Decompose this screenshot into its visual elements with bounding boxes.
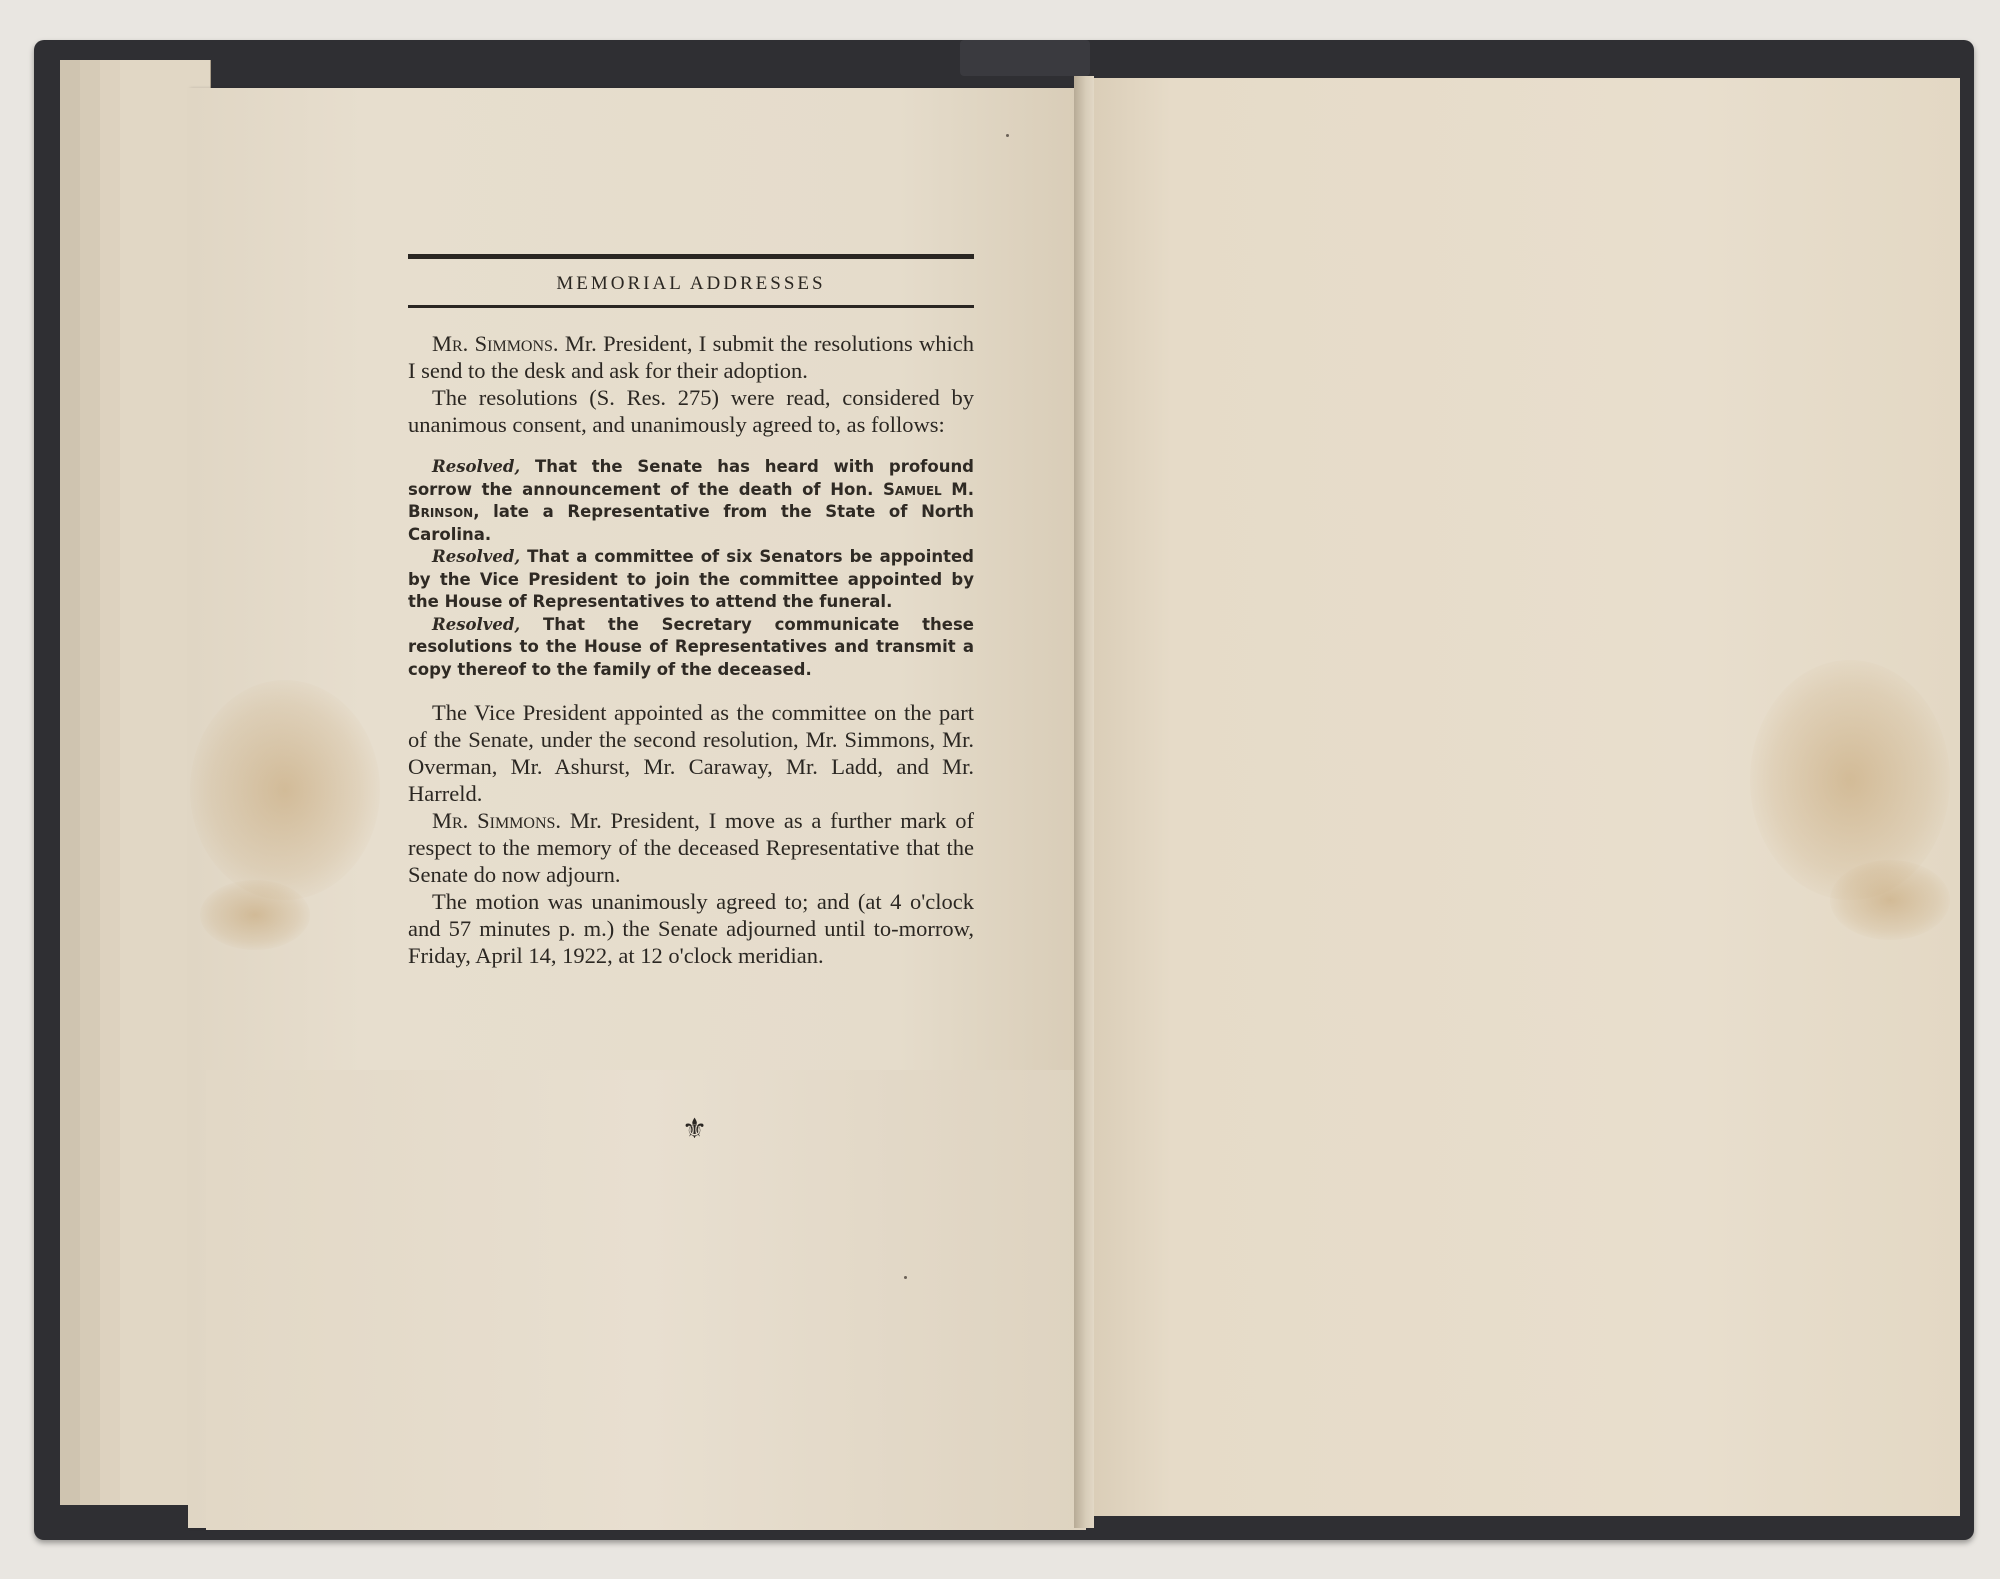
paragraph bbox=[408, 807, 974, 888]
speaker-name: Mr. Simmons. bbox=[432, 808, 562, 833]
gutter bbox=[1074, 76, 1094, 1528]
speck bbox=[1006, 134, 1009, 137]
speaker-name: Mr. Simmons. bbox=[432, 331, 559, 356]
resolution-text: , late a Representative from the State of North Carolina. bbox=[408, 502, 974, 544]
resolution bbox=[408, 614, 974, 682]
resolutions bbox=[408, 456, 974, 681]
resolved-word: Resolved, bbox=[432, 457, 521, 476]
foxing-stain bbox=[200, 880, 310, 950]
paragraph bbox=[408, 330, 974, 384]
fleuron-ornament: ⚜ bbox=[682, 1112, 708, 1145]
paragraph: The Vice President appointed as the committee on the part of the Senate, under the second resolution, Mr. Simmons, Mr. Overman, Mr. Ashurst, Mr. Caraway, Mr. Ladd, and Mr. Harreld. bbox=[408, 700, 974, 806]
paragraph-text: Mr. President, I move as a further mark of respect to the memory of the deceased Representative that the Senate do now adjourn. bbox=[408, 808, 974, 887]
resolved-word: Resolved, bbox=[432, 547, 521, 566]
resolved-word: Resolved, bbox=[432, 614, 521, 634]
head-rule bbox=[408, 305, 974, 308]
running-head: MEMORIAL ADDRESSES bbox=[556, 273, 826, 294]
foxing-stain bbox=[190, 680, 380, 900]
paragraph-text: Mr. President, I submit the resolutions which I send to the desk and ask for their adoption. bbox=[408, 331, 975, 383]
foxing-stain bbox=[1750, 660, 1950, 900]
resolution bbox=[408, 546, 974, 614]
spine-band bbox=[960, 40, 1090, 76]
left-page-lower bbox=[206, 1070, 1086, 1530]
foxing-stain bbox=[1830, 860, 1950, 940]
honoree-name: Samuel M. Brinson bbox=[408, 479, 974, 521]
resolution-text: That the Senate has heard with profound sorrow the announcement of the death of Hon. bbox=[408, 457, 974, 499]
resolution-text: That a committee of six Senators be appointed by the Vice President to join the committee appointed by the House of Representatives to attend the funeral. bbox=[408, 547, 974, 611]
resolution-text: That the Secretary communicate these resolutions to the House of Representatives and transmit a copy thereof to the family of the deceased. bbox=[408, 614, 974, 679]
speck bbox=[904, 1276, 907, 1279]
paragraph: The resolutions (S. Res. 275) were read, considered by unanimous consent, and unanimously agreed to, as follows: bbox=[408, 385, 974, 437]
paragraph: The motion was unanimously agreed to; and (at 4 o'clock and 57 minutes p. m.) the Senate adjourned until to-morrow, Friday, April 14, 1922, at 12 o'clock meridian. bbox=[408, 889, 974, 968]
page-text bbox=[408, 254, 974, 969]
resolution bbox=[408, 456, 974, 546]
